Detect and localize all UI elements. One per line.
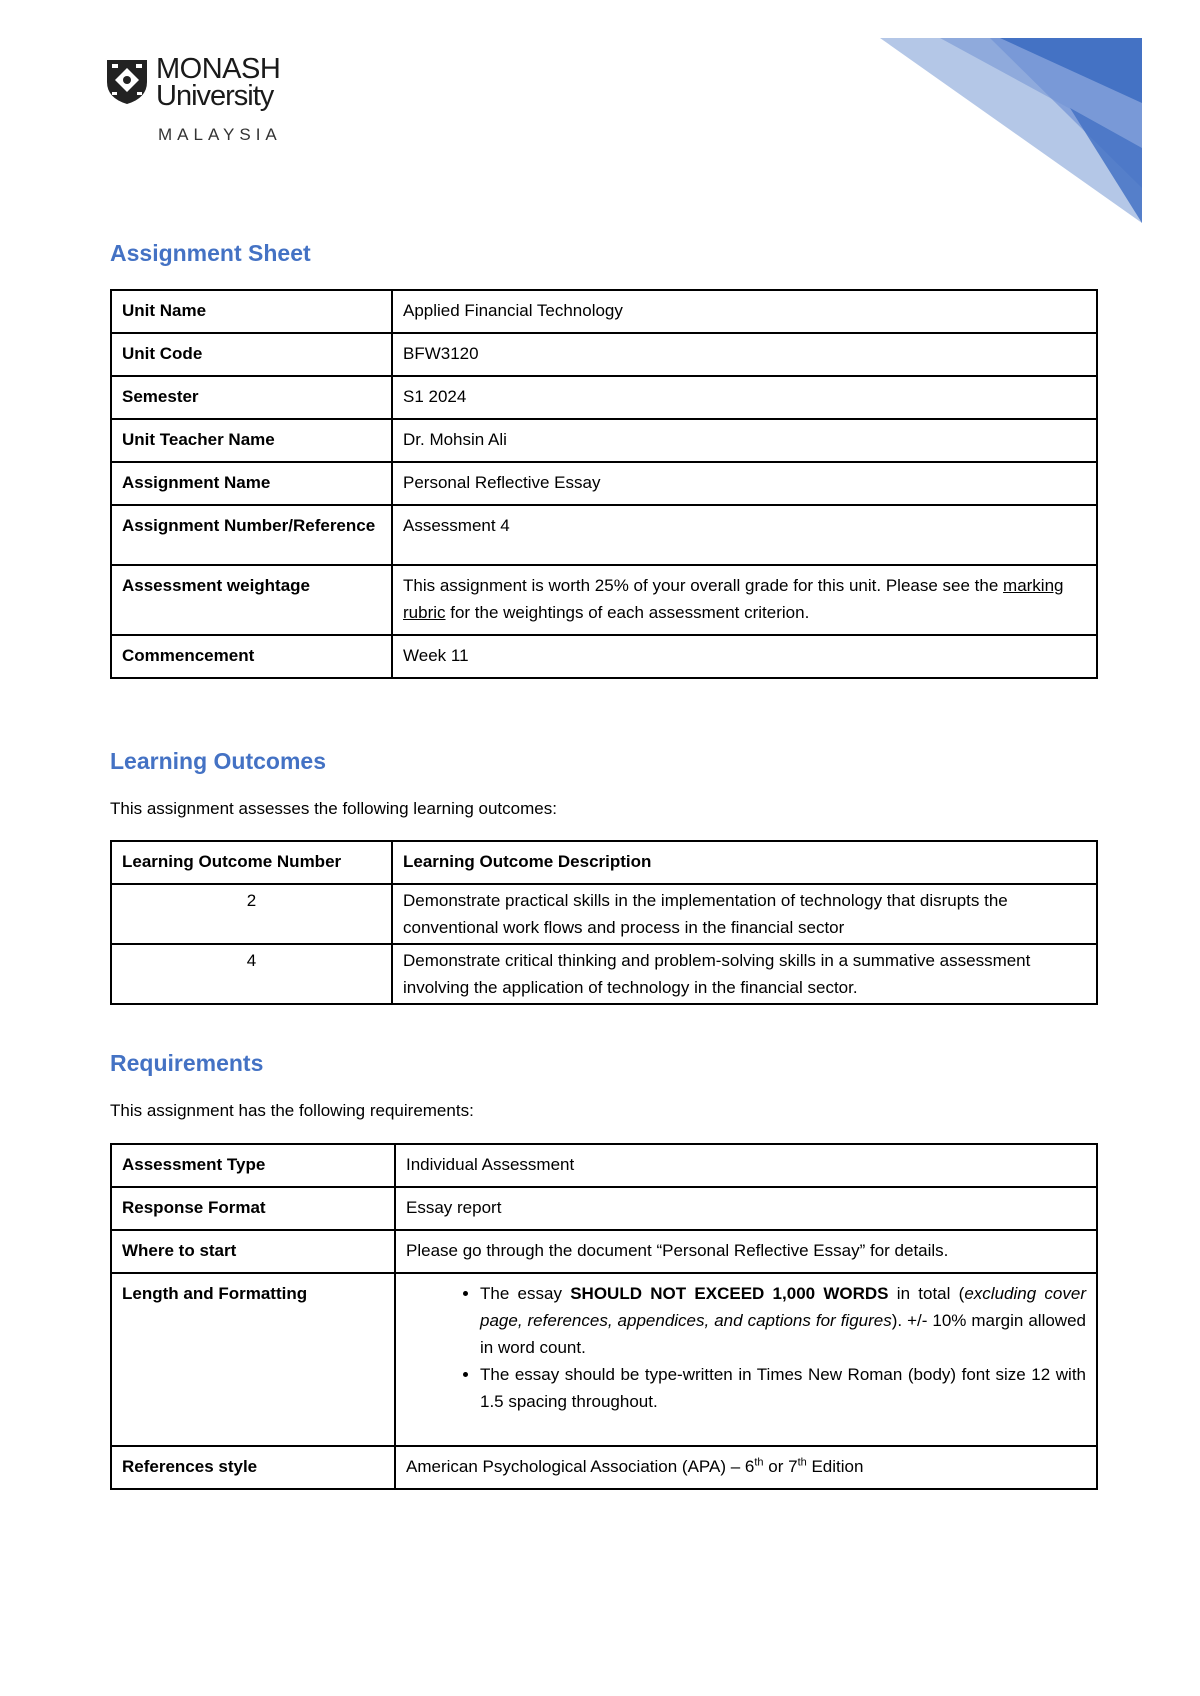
table-row [111,376,1097,419]
references-style-value [395,1446,1097,1489]
weightage-text-end: for the weightings of each assessment criterion. [445,603,810,622]
ref-text-end: Edition [806,1457,864,1476]
assignment-sheet-heading: Assignment Sheet [110,240,311,266]
table-row [111,1273,1097,1446]
references-style-label: References style [111,1446,395,1489]
list-item: • The essay should be type-written in Times New Roman (body) font size 12 with 1.5 spacing throughout. [480,1361,1086,1415]
table-row [111,333,1097,376]
where-to-start-label: Where to start [111,1230,395,1273]
marking-rubric-link[interactable]: marking rubric [403,576,1064,622]
table-row [111,419,1097,462]
semester-value: S1 2024 [392,376,1097,419]
logo-university: University [156,80,274,112]
assignment-name-value: Personal Reflective Essay [392,462,1097,505]
unit-code-label: Unit Code [111,333,392,376]
assignment-number-value: Assessment 4 [392,505,1097,565]
table-row [111,1446,1097,1489]
formatting-list [406,1280,1086,1415]
outcome-description: Demonstrate critical thinking and problem-solving skills in a summative assessment involving the application of technology in the financial sector. [392,944,1097,1004]
teacher-value: Dr. Mohsin Ali [392,419,1097,462]
monash-logo [104,54,294,144]
table-row [111,1144,1097,1187]
logo-monash: MONASH [156,53,281,85]
table-row [111,565,1097,635]
word-limit-emphasis: SHOULD NOT EXCEED 1,000 WORDS [570,1284,889,1303]
commencement-value: Week 11 [392,635,1097,678]
learning-outcomes-intro: This assignment assesses the following learning outcomes: [110,799,557,818]
semester-label: Semester [111,376,392,419]
assessment-type-value: Individual Assessment [395,1144,1097,1187]
length-formatting-value [395,1273,1097,1446]
commencement-label: Commencement [111,635,392,678]
assignment-name-label: Assignment Name [111,462,392,505]
response-format-label: Response Format [111,1187,395,1230]
logo-malaysia: MALAYSIA [158,125,282,144]
word-limit-margin: ). +/- 10% margin allowed in word count. [480,1311,1086,1357]
teacher-label: Unit Teacher Name [111,419,392,462]
outcome-number: 2 [111,884,392,944]
requirements-heading: Requirements [110,1050,264,1076]
assignment-number-label: Assignment Number/Reference [111,505,392,565]
weightage-label: Assessment weightage [111,565,392,635]
unit-name-value: Applied Financial Technology [392,290,1097,333]
response-format-value: Essay report [395,1187,1097,1230]
table-row [111,290,1097,333]
requirements-intro: This assignment has the following requirements: [110,1101,474,1120]
requirements-table [110,1143,1098,1490]
list-item [480,1280,1086,1361]
weightage-text: This assignment is worth 25% of your overall grade for this unit. Please see the [403,576,1004,595]
unit-name-label: Unit Name [111,290,392,333]
weightage-value [392,565,1097,635]
table-row [111,462,1097,505]
length-formatting-label: Length and Formatting [111,1273,395,1446]
word-limit-text-mid: in total ( [888,1284,965,1303]
where-to-start-value: Please go through the document “Personal Reflective Essay” for details. [395,1230,1097,1273]
table-row [111,884,1097,944]
table-row [111,505,1097,565]
table-row [111,635,1097,678]
ref-text-mid: or 7 [763,1457,798,1476]
table-header-row [111,841,1097,884]
table-row [111,944,1097,1004]
word-limit-exclusions: excluding cover page, references, appendices, and captions for figures [480,1284,1086,1330]
outcome-description-header: Learning Outcome Description [392,841,1097,884]
corner-decoration-icon [880,38,1142,223]
outcome-number: 4 [111,944,392,1004]
table-row [111,1187,1097,1230]
table-row [111,1230,1097,1273]
learning-outcomes-table [110,840,1098,1005]
outcome-description: Demonstrate practical skills in the implementation of technology that disrupts the conventional work flows and process in the financial sector [392,884,1097,944]
ref-superscript: th [797,1456,807,1469]
ref-superscript: th [754,1456,764,1469]
word-limit-text: The essay [480,1284,571,1303]
outcome-number-header: Learning Outcome Number [111,841,392,884]
unit-code-value: BFW3120 [392,333,1097,376]
ref-text: American Psychological Association (APA) – 6 [406,1457,755,1476]
learning-outcomes-heading: Learning Outcomes [110,748,326,774]
assessment-type-label: Assessment Type [111,1144,395,1187]
assignment-sheet-table [110,289,1098,679]
monash-crest-icon [104,56,150,106]
